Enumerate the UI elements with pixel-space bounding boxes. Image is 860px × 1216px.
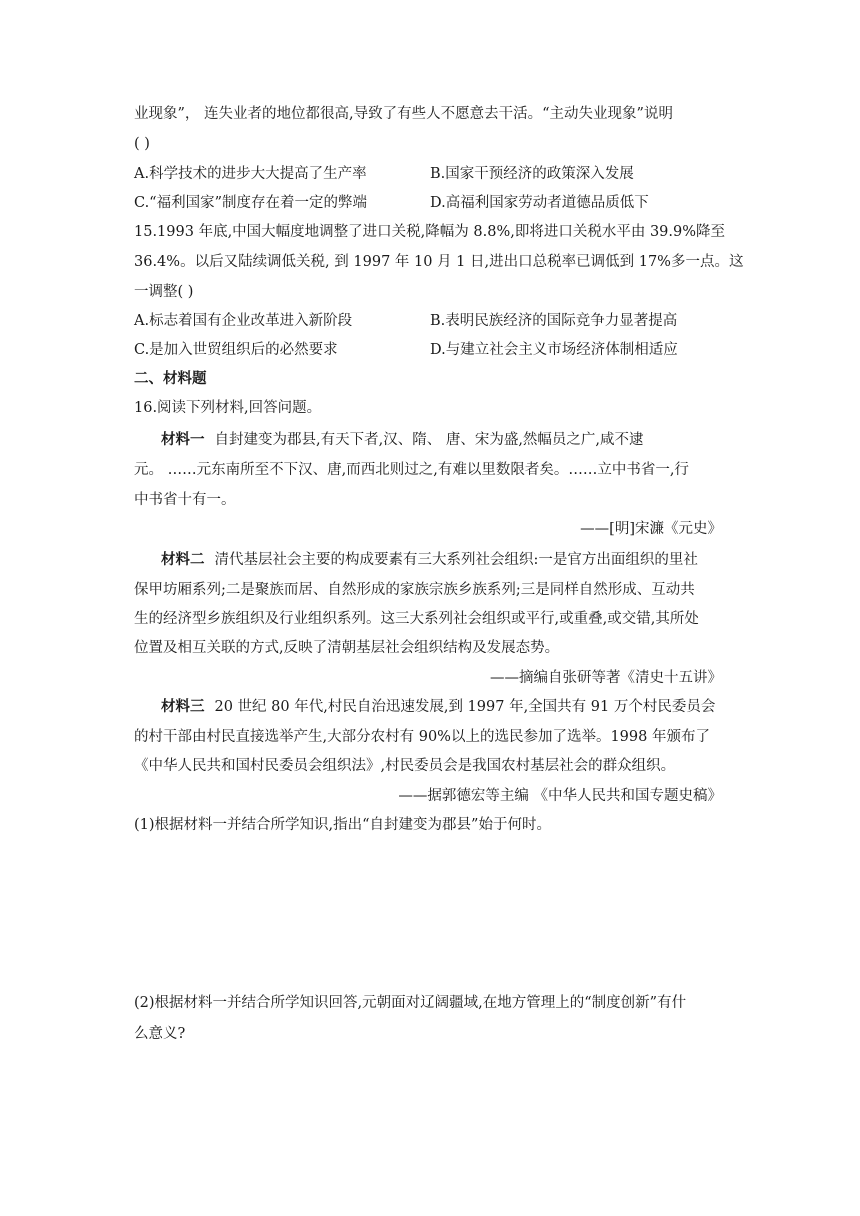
q15-option-d[interactable]: D.与建立社会主义市场经济体制相适应 <box>430 342 678 358</box>
material-3-text-1: 20 世纪 80 年代,村民自治迅速发展,到 1997 年,全国共有 91 万个村民委员会 <box>214 699 716 715</box>
q14-option-d[interactable]: D.高福利国家劳动者道德品质低下 <box>430 195 649 211</box>
q16-intro: 16.阅读下列材料,回答问题。 <box>134 400 322 416</box>
q15-stem-line-2: 36.4%。以后又陆续调低关税, 到 1997 年 10 月 1 日,进出口总税率已调低到 17%多一点。这 <box>134 254 744 270</box>
q14-answer-bracket: ( ) <box>134 136 150 152</box>
q16-sub-question-2-line-2: 么意义? <box>134 1026 186 1042</box>
q14-option-a[interactable]: A.科学技术的进步大大提高了生产率 <box>134 166 367 182</box>
material-1-line-3: 中书省十有一。 <box>134 492 236 508</box>
material-2-line-1 <box>161 550 698 570</box>
material-3-line-3: 《中华人民共和国村民委员会组织法》,村民委员会是我国农村基层社会的群众组织。 <box>134 758 676 774</box>
material-1-line-2: 元。 ……元东南所至不下汉、唐,而西北则过之,有难以里数限者矣。……立中书省一,行 <box>134 462 689 478</box>
material-2-line-3: 生的经济型乡族组织及行业组织系列。这三大系列社会组织或平行,或重叠,或交错,其所处 <box>134 611 699 627</box>
q15-option-b[interactable]: B.表明民族经济的国际竞争力显著提高 <box>430 313 678 329</box>
q16-sub-question-2-line-1: (2)根据材料一并结合所学知识回答,元朝面对辽阔疆域,在地方管理上的“制度创新”有什 <box>134 995 687 1011</box>
q15-stem-line-1: 15.1993 年底,中国大幅度地调整了进口关税,降幅为 8.8%,即将进口关税水平由 39.9%降至 <box>134 224 726 240</box>
q16-sub-question-1: (1)根据材料一并结合所学知识,指出“自封建变为郡县”始于何时。 <box>134 817 551 833</box>
material-3-line-1 <box>161 697 715 717</box>
material-1-label: 材料一 <box>161 431 205 448</box>
material-2-line-2: 保甲坊厢系列;二是聚族而居、自然形成的家族宗族乡族系列;三是同样自然形成、互动共 <box>134 582 695 598</box>
material-1-source: ——[明]宋濂《元史》 <box>580 521 722 537</box>
q15-stem-line-3: 一调整( ) <box>134 284 194 300</box>
material-2-source: ——摘编自张研等著《清史十五讲》 <box>490 670 722 686</box>
q14-option-c[interactable]: C.“福利国家”制度存在着一定的弊端 <box>134 195 368 211</box>
material-3-label: 材料三 <box>161 698 205 715</box>
section-heading: 二、材料题 <box>134 370 207 387</box>
material-2-label: 材料二 <box>161 551 205 568</box>
material-1-text-1: 自封建变为郡县,有天下者,汉、隋、 唐、宋为盛,然幅员之广,咸不逮 <box>214 432 644 448</box>
q15-option-a[interactable]: A.标志着国有企业改革进入新阶段 <box>134 313 353 329</box>
material-2-line-4: 位置及相互关联的方式,反映了清朝基层社会组织结构及发展态势。 <box>134 640 560 656</box>
q15-option-c[interactable]: C.是加入世贸组织后的必然要求 <box>134 342 338 358</box>
q14-option-b[interactable]: B.国家干预经济的政策深入发展 <box>430 166 634 182</box>
material-1-line-1 <box>161 430 644 450</box>
q14-stem-line-1: 业现象”， 连失业者的地位都很高,导致了有些人不愿意去干活。“主动失业现象”说明 <box>134 106 673 122</box>
material-2-text-1: 清代基层社会主要的构成要素有三大系列社会组织:一是官方出面组织的里社 <box>214 552 698 568</box>
material-3-line-2: 的村干部由村民直接选举产生,大部分农村有 90%以上的选民参加了选举。1998 年颁布了 <box>134 729 710 745</box>
material-3-source: ——据郭德宏等主编 《中华人民共和国专题史稿》 <box>398 788 722 804</box>
